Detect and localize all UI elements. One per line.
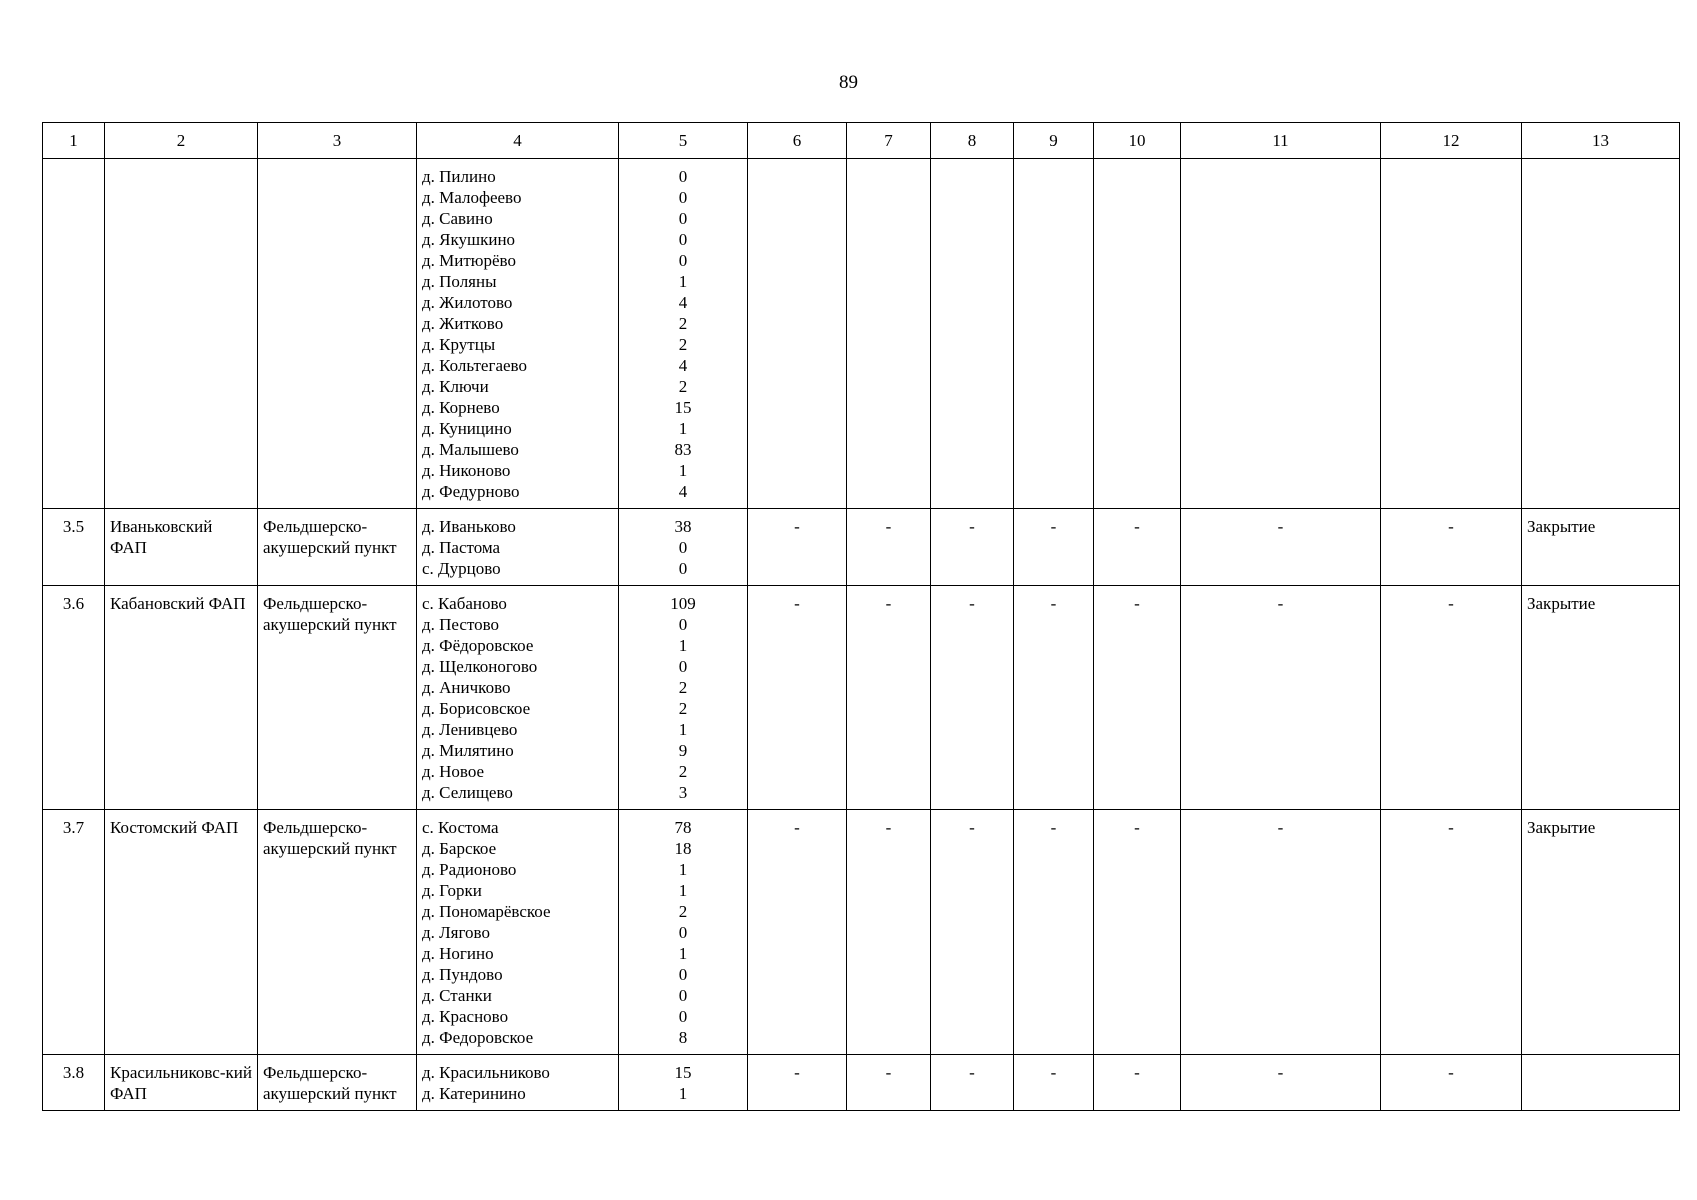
column-header: 11: [1181, 123, 1381, 159]
page-number: 89: [839, 72, 858, 93]
action-cell: Закрытие: [1522, 586, 1680, 810]
population-value: 8: [678, 1028, 688, 1047]
facility-name-cell: [105, 159, 258, 509]
population-value: 0: [678, 230, 688, 249]
population-value: 1: [678, 636, 688, 655]
settlement-name: д. Аничково: [422, 678, 511, 697]
column-header: 6: [748, 123, 847, 159]
column-8-cell: [931, 159, 1014, 509]
population-value: 2: [678, 678, 688, 697]
settlement-name: д. Пундово: [422, 965, 503, 984]
settlement-name: д. Кольтегаево: [422, 356, 527, 375]
settlement-name: с. Костома: [422, 818, 499, 837]
population-value: 109: [670, 594, 696, 613]
column-7-cell: -: [847, 810, 931, 1055]
facilities-table: [42, 122, 1680, 1111]
settlement-name: д. Щелконогово: [422, 657, 538, 676]
column-12-cell: -: [1381, 509, 1522, 586]
settlement-name: д. Малофеево: [422, 188, 522, 207]
settlement-name: д. Жилотово: [422, 293, 513, 312]
population-value: 0: [678, 167, 688, 186]
facility-type-cell: Фельдшерско-акушерский пункт: [258, 509, 417, 586]
column-10-cell: -: [1094, 509, 1181, 586]
table-row: [43, 586, 1680, 810]
column-9-cell: -: [1014, 1055, 1094, 1111]
population-value: 1: [678, 944, 688, 963]
table-row: [43, 159, 1680, 509]
population-value: 1: [678, 419, 688, 438]
population-value: 3: [678, 783, 688, 802]
population-value: 2: [678, 699, 688, 718]
settlements-cell: [417, 509, 619, 586]
settlement-name: д. Станки: [422, 986, 492, 1005]
population-value: 0: [678, 538, 688, 557]
action-cell: Закрытие: [1522, 509, 1680, 586]
facility-type-cell: Фельдшерско-акушерский пункт: [258, 586, 417, 810]
column-8-cell: -: [931, 1055, 1014, 1111]
settlement-name: д. Корнево: [422, 398, 500, 417]
column-header: 3: [258, 123, 417, 159]
column-header: 4: [417, 123, 619, 159]
population-value: 2: [678, 335, 688, 354]
population-cell: [619, 810, 748, 1055]
settlement-name: д. Иваньково: [422, 517, 516, 536]
settlement-name: д. Якушкино: [422, 230, 516, 249]
column-11-cell: -: [1181, 1055, 1381, 1111]
column-11-cell: -: [1181, 509, 1381, 586]
column-9-cell: -: [1014, 810, 1094, 1055]
column-10-cell: -: [1094, 1055, 1181, 1111]
column-11-cell: -: [1181, 586, 1381, 810]
settlement-name: д. Пестово: [422, 615, 500, 634]
population-value: 0: [678, 251, 688, 270]
population-value: 0: [678, 188, 688, 207]
settlement-name: д. Катеринино: [422, 1084, 526, 1103]
facility-name-cell: Кабановский ФАП: [105, 586, 258, 810]
column-12-cell: -: [1381, 586, 1522, 810]
population-value: 18: [674, 839, 692, 858]
settlements-cell: [417, 586, 619, 810]
column-10-cell: [1094, 159, 1181, 509]
population-value: 15: [674, 1063, 692, 1082]
settlement-name: д. Пилино: [422, 167, 496, 186]
column-header: 7: [847, 123, 931, 159]
column-header: 9: [1014, 123, 1094, 159]
facility-name-cell: Иваньковский ФАП: [105, 509, 258, 586]
column-12-cell: -: [1381, 1055, 1522, 1111]
column-11-cell: -: [1181, 810, 1381, 1055]
population-cell: [619, 586, 748, 810]
settlement-name: д. Федоровское: [422, 1028, 534, 1047]
population-value: 0: [678, 923, 688, 942]
settlement-name: д. Пономарёвское: [422, 902, 551, 921]
population-value: 2: [678, 762, 688, 781]
settlement-name: д. Красильниково: [422, 1063, 550, 1082]
column-9-cell: [1014, 159, 1094, 509]
settlement-name: д. Поляны: [422, 272, 497, 291]
action-cell: [1522, 159, 1680, 509]
table-row: [43, 810, 1680, 1055]
column-number-row: [43, 123, 1680, 159]
column-7-cell: -: [847, 1055, 931, 1111]
facility-name-cell: Костомский ФАП: [105, 810, 258, 1055]
settlement-name: д. Милятино: [422, 741, 514, 760]
settlement-name: д. Фёдоровское: [422, 636, 534, 655]
column-6-cell: [748, 159, 847, 509]
facility-type-cell: Фельдшерско-акушерский пункт: [258, 1055, 417, 1111]
population-value: 0: [678, 615, 688, 634]
population-value: 2: [678, 314, 688, 333]
population-value: 1: [678, 272, 688, 291]
settlement-name: д. Крутцы: [422, 335, 496, 354]
population-value: 0: [678, 657, 688, 676]
row-number-cell: 3.6: [43, 586, 105, 810]
population-value: 1: [678, 720, 688, 739]
action-cell: [1522, 1055, 1680, 1111]
column-7-cell: -: [847, 586, 931, 810]
population-cell: [619, 159, 748, 509]
settlement-name: д. Куницино: [422, 419, 512, 438]
population-value: 2: [678, 902, 688, 921]
column-7-cell: [847, 159, 931, 509]
settlement-name: д. Лягово: [422, 923, 490, 942]
settlement-name: д. Савино: [422, 209, 493, 228]
settlement-name: с. Дурцово: [422, 559, 501, 578]
settlement-name: д. Ногино: [422, 944, 494, 963]
column-6-cell: -: [748, 1055, 847, 1111]
settlement-name: д. Малышево: [422, 440, 519, 459]
population-value: 1: [678, 881, 688, 900]
population-value: 4: [678, 356, 688, 375]
column-header: 5: [619, 123, 748, 159]
settlement-name: д. Борисовское: [422, 699, 531, 718]
population-value: 38: [674, 517, 692, 536]
settlements-cell: [417, 1055, 619, 1111]
column-10-cell: -: [1094, 810, 1181, 1055]
settlement-name: с. Кабаново: [422, 594, 507, 613]
row-number-cell: 3.5: [43, 509, 105, 586]
facility-type-cell: [258, 159, 417, 509]
column-8-cell: -: [931, 586, 1014, 810]
population-value: 0: [678, 965, 688, 984]
column-header: 8: [931, 123, 1014, 159]
column-8-cell: -: [931, 509, 1014, 586]
column-11-cell: [1181, 159, 1381, 509]
row-number-cell: 3.8: [43, 1055, 105, 1111]
table-row: [43, 509, 1680, 586]
column-header: 2: [105, 123, 258, 159]
settlement-name: д. Новое: [422, 762, 485, 781]
table-row: [43, 1055, 1680, 1111]
population-value: 9: [678, 741, 688, 760]
column-10-cell: -: [1094, 586, 1181, 810]
population-cell: [619, 1055, 748, 1111]
population-value: 78: [674, 818, 692, 837]
settlement-name: д. Барское: [422, 839, 497, 858]
settlement-name: д. Житково: [422, 314, 504, 333]
population-value: 0: [678, 209, 688, 228]
column-12-cell: [1381, 159, 1522, 509]
settlement-name: д. Селищево: [422, 783, 513, 802]
row-number-cell: 3.7: [43, 810, 105, 1055]
population-value: 0: [678, 1007, 688, 1026]
settlement-name: д. Пастома: [422, 538, 501, 557]
settlements-cell: [417, 810, 619, 1055]
column-header: 1: [43, 123, 105, 159]
population-value: 4: [678, 293, 688, 312]
population-value: 0: [678, 559, 688, 578]
column-header: 13: [1522, 123, 1680, 159]
column-header: 10: [1094, 123, 1181, 159]
population-value: 1: [678, 461, 688, 480]
settlement-name: д. Никоново: [422, 461, 511, 480]
column-6-cell: -: [748, 509, 847, 586]
settlement-name: д. Ленивцево: [422, 720, 518, 739]
column-12-cell: -: [1381, 810, 1522, 1055]
settlement-name: д. Радионово: [422, 860, 517, 879]
settlements-cell: [417, 159, 619, 509]
column-7-cell: -: [847, 509, 931, 586]
column-6-cell: -: [748, 586, 847, 810]
action-cell: Закрытие: [1522, 810, 1680, 1055]
population-value: 83: [674, 440, 692, 459]
settlement-name: д. Горки: [422, 881, 482, 900]
population-value: 1: [678, 860, 688, 879]
settlement-name: д. Красново: [422, 1007, 509, 1026]
population-value: 1: [678, 1084, 688, 1103]
row-number-cell: [43, 159, 105, 509]
settlement-name: д. Ключи: [422, 377, 489, 396]
population-value: 2: [678, 377, 688, 396]
population-cell: [619, 509, 748, 586]
population-value: 15: [674, 398, 692, 417]
facility-name-cell: Красильниковс-кий ФАП: [105, 1055, 258, 1111]
population-value: 4: [678, 482, 688, 501]
column-9-cell: -: [1014, 509, 1094, 586]
column-6-cell: -: [748, 810, 847, 1055]
population-value: 0: [678, 986, 688, 1005]
settlement-name: д. Федурново: [422, 482, 520, 501]
settlement-name: д. Митюрёво: [422, 251, 516, 270]
facility-type-cell: Фельдшерско-акушерский пункт: [258, 810, 417, 1055]
column-8-cell: -: [931, 810, 1014, 1055]
column-header: 12: [1381, 123, 1522, 159]
column-9-cell: -: [1014, 586, 1094, 810]
